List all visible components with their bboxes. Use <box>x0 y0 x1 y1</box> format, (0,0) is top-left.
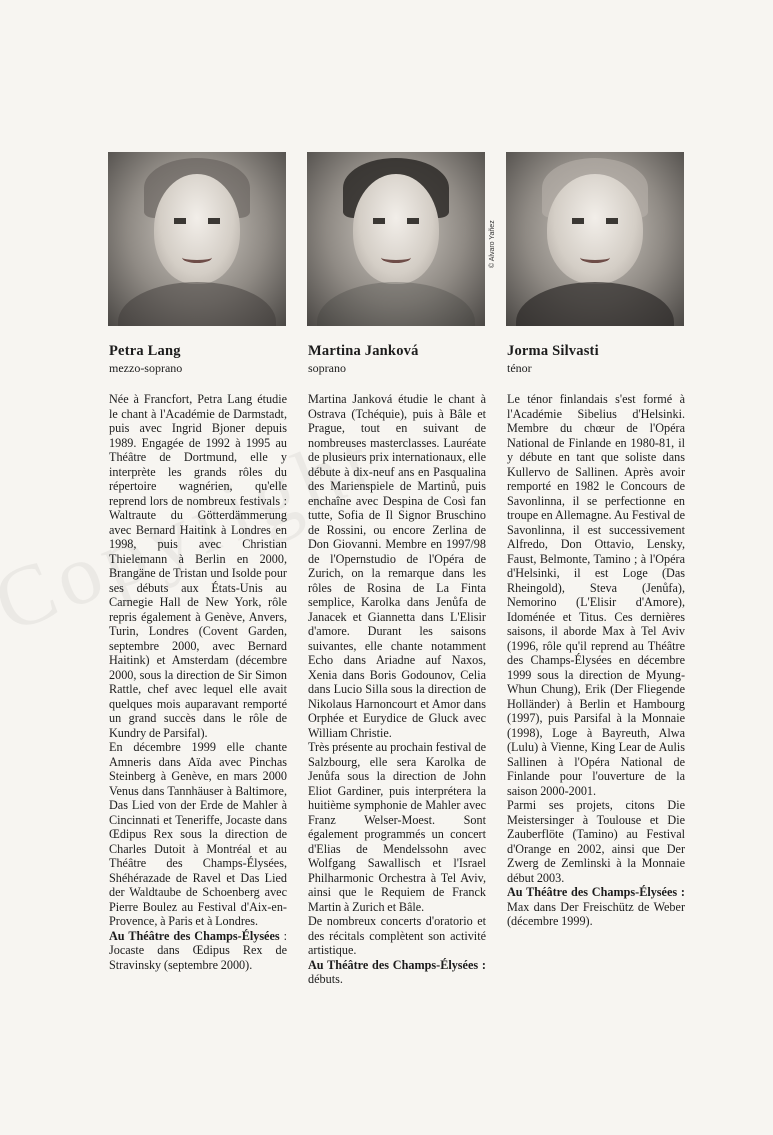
artist-role: mezzo-soprano <box>109 361 183 375</box>
portrait-petra-lang <box>108 152 286 326</box>
bio-martina-jankova <box>308 392 486 987</box>
bio-paragraph: De nombreux concerts d'oratorio et des récitals complètent son activité artistique. <box>308 914 486 957</box>
tce-label: Au Théâtre des Champs-Élysées : <box>308 957 486 972</box>
tce-text: : Jocaste dans Œdipus Rex de Stravinsky (septembre 2000). <box>109 928 287 972</box>
artist-header-jorma-silvasti <box>507 343 685 375</box>
tce-note <box>109 929 287 973</box>
tce-note <box>507 885 685 929</box>
photo-credit: © Alvaro Yañez <box>489 220 496 268</box>
bio-petra-lang <box>109 392 287 972</box>
artist-header-petra-lang <box>109 343 287 375</box>
tce-label: Au Théâtre des Champs-Élysées : <box>507 885 685 899</box>
artist-role: ténor <box>507 361 532 375</box>
bio-paragraph: Le ténor finlandais s'est formé à l'Académie Sibelius d'Helsinki. Membre du chœur de l'Opéra National de Finlande en 1980-81, il y débute en tant que soliste dans Kullervo de Sallinen. Après avoir remporté en 1982 le Concours de Savonlinna, il se perfectionne en troupe en Allemagne. Au Festival de Savonlinna, il est successivement Alfredo, Don Ottavio, Lensky, Faust, Belmonte, Tamino ; à l'Opéra d'Helsinki, il est Loge (Das Rheingold), Steva (Jenůfa), Nemorino (L'Elisir d'Amore), Idoménée et Titus. Ces dernières saisons, il aborde Max à Tel Aviv (1996, rôle qu'il reprend au Théâtre des Champs-Élysées en décembre 1999 sous la direction de Myung-Whun Chung), Erik (Der Fliegende Holländer) à Berlin et Hambourg (1997), puis Parsifal à la Monnaie (1998), Loge à Bayreuth, Alwa (Lulu) à Vienne, King Lear de Aulis Sallinen à l'Opéra National de Finlande pour l'ouverture de la saison 2000-2001. <box>507 392 685 798</box>
artist-role: soprano <box>308 361 346 375</box>
tce-text: débuts. <box>308 972 343 986</box>
artist-name: Petra Lang <box>109 343 181 359</box>
bio-paragraph: Très présente au prochain festival de Salzbourg, elle sera Karolka de Jenůfa sous la direction de John Eliot Gardiner, puis interprétera la huitième symphonie de Mahler avec Franz Welser-Moest. Sont également programmés un concert d'Elias de Mendelssohn avec Wolfgang Sawallisch et l'Israel Philharmonic Orchestra à Tel Aviv, ainsi que le Requiem de Franck Martin à Zurich et Bâle. <box>308 740 486 914</box>
bio-paragraph: Martina Janková étudie le chant à Ostrava (Tchéquie), puis à Bâle et Prague, tout en suivant de nombreuses masterclasses. Lauréate de plusieurs prix internationaux, elle débute à dix-neuf ans en Pasqualina des Marienspiele de Martinů, puis enchaîne avec Despina de Così fan tutte, Sofia de Il Signor Bruschino de Rossini, ou encore Zerlina de Don Giovanni. Membre en 1997/98 de l'Opernstudio de l'Opéra de Zurich, on la remarque dans les rôles de Rosina de La Finta semplice, Karolka dans Jenůfa de Janacek et Giannetta dans L'Elisir d'amore. Durant les saisons suivantes, elle chante notamment Echo dans Ariadne auf Naxos, Xenia dans Boris Godounov, Celia dans Lucio Silla sous la direction de Nikolaus Harnoncourt et Amor dans Orphée et Eurydice de Gluck avec William Christie. <box>308 392 486 740</box>
portrait-martina-jankova <box>307 152 485 326</box>
artist-name: Martina Janková <box>308 343 419 359</box>
bio-jorma-silvasti <box>507 392 685 929</box>
bio-paragraph: Née à Francfort, Petra Lang étudie le chant à l'Académie de Darmstadt, puis avec Ingrid Bjoner depuis 1989. Engagée de 1992 à 1995 au Théâtre de Dortmund, elle y interprète les grands rôles du répertoire wagnérien, qu'elle reprend lors de nombreux festivals : Waltraute du Götterdämmerung avec Bernard Haitink à Londres en 1998, puis avec Christian Thielemann à Berlin en 2000, Brangäne de Tristan und Isolde pour ses débuts aux États-Unis au Carnegie Hall de New York, rôle repris également à Genève, Anvers, Turin, Londres (Covent Garden, septembre 2000, avec Bernard Haitink) et Amsterdam (décembre 2000, sous la direction de Sir Simon Rattle, chef avec lequel elle avait quelques mois auparavant remporté un grand succès dans le rôle de Kundry de Parsifal). <box>109 392 287 740</box>
portrait-jorma-silvasti <box>506 152 684 326</box>
tce-label: Au Théâtre des Champs-Élysées <box>109 928 280 943</box>
artist-name: Jorma Silvasti <box>507 343 599 359</box>
bio-paragraph: En décembre 1999 elle chante Amneris dans Aïda avec Pinchas Steinberg à Genève, en mars 2000 Venus dans Tannhäuser à Baltimore, Das Lied von der Erde de Mahler à Cincinnati et Teneriffe, Jocaste dans Œdipus Rex sous la direction de Charles Dutoit à Montréal et au Théâtre des Champs-Élysées, Shéhérazade de Ravel et Das Lied der Waldtaube de Schoenberg avec Pierre Boulez au Festival d'Aix-en-Provence, à Paris et à Londres. <box>109 740 287 928</box>
tce-text: Max dans Der Freischütz de Weber (décembre 1999). <box>507 899 685 928</box>
tce-note <box>308 958 486 987</box>
artist-header-martina-jankova <box>308 343 486 375</box>
bio-paragraph: Parmi ses projets, citons Die Meistersinger à Toulouse et Die Zauberflöte (Tamino) au Festival d'Orange en 2002, ainsi que Der Zwerg de Zemlinski à la Monnaie début 2003. <box>507 798 685 885</box>
